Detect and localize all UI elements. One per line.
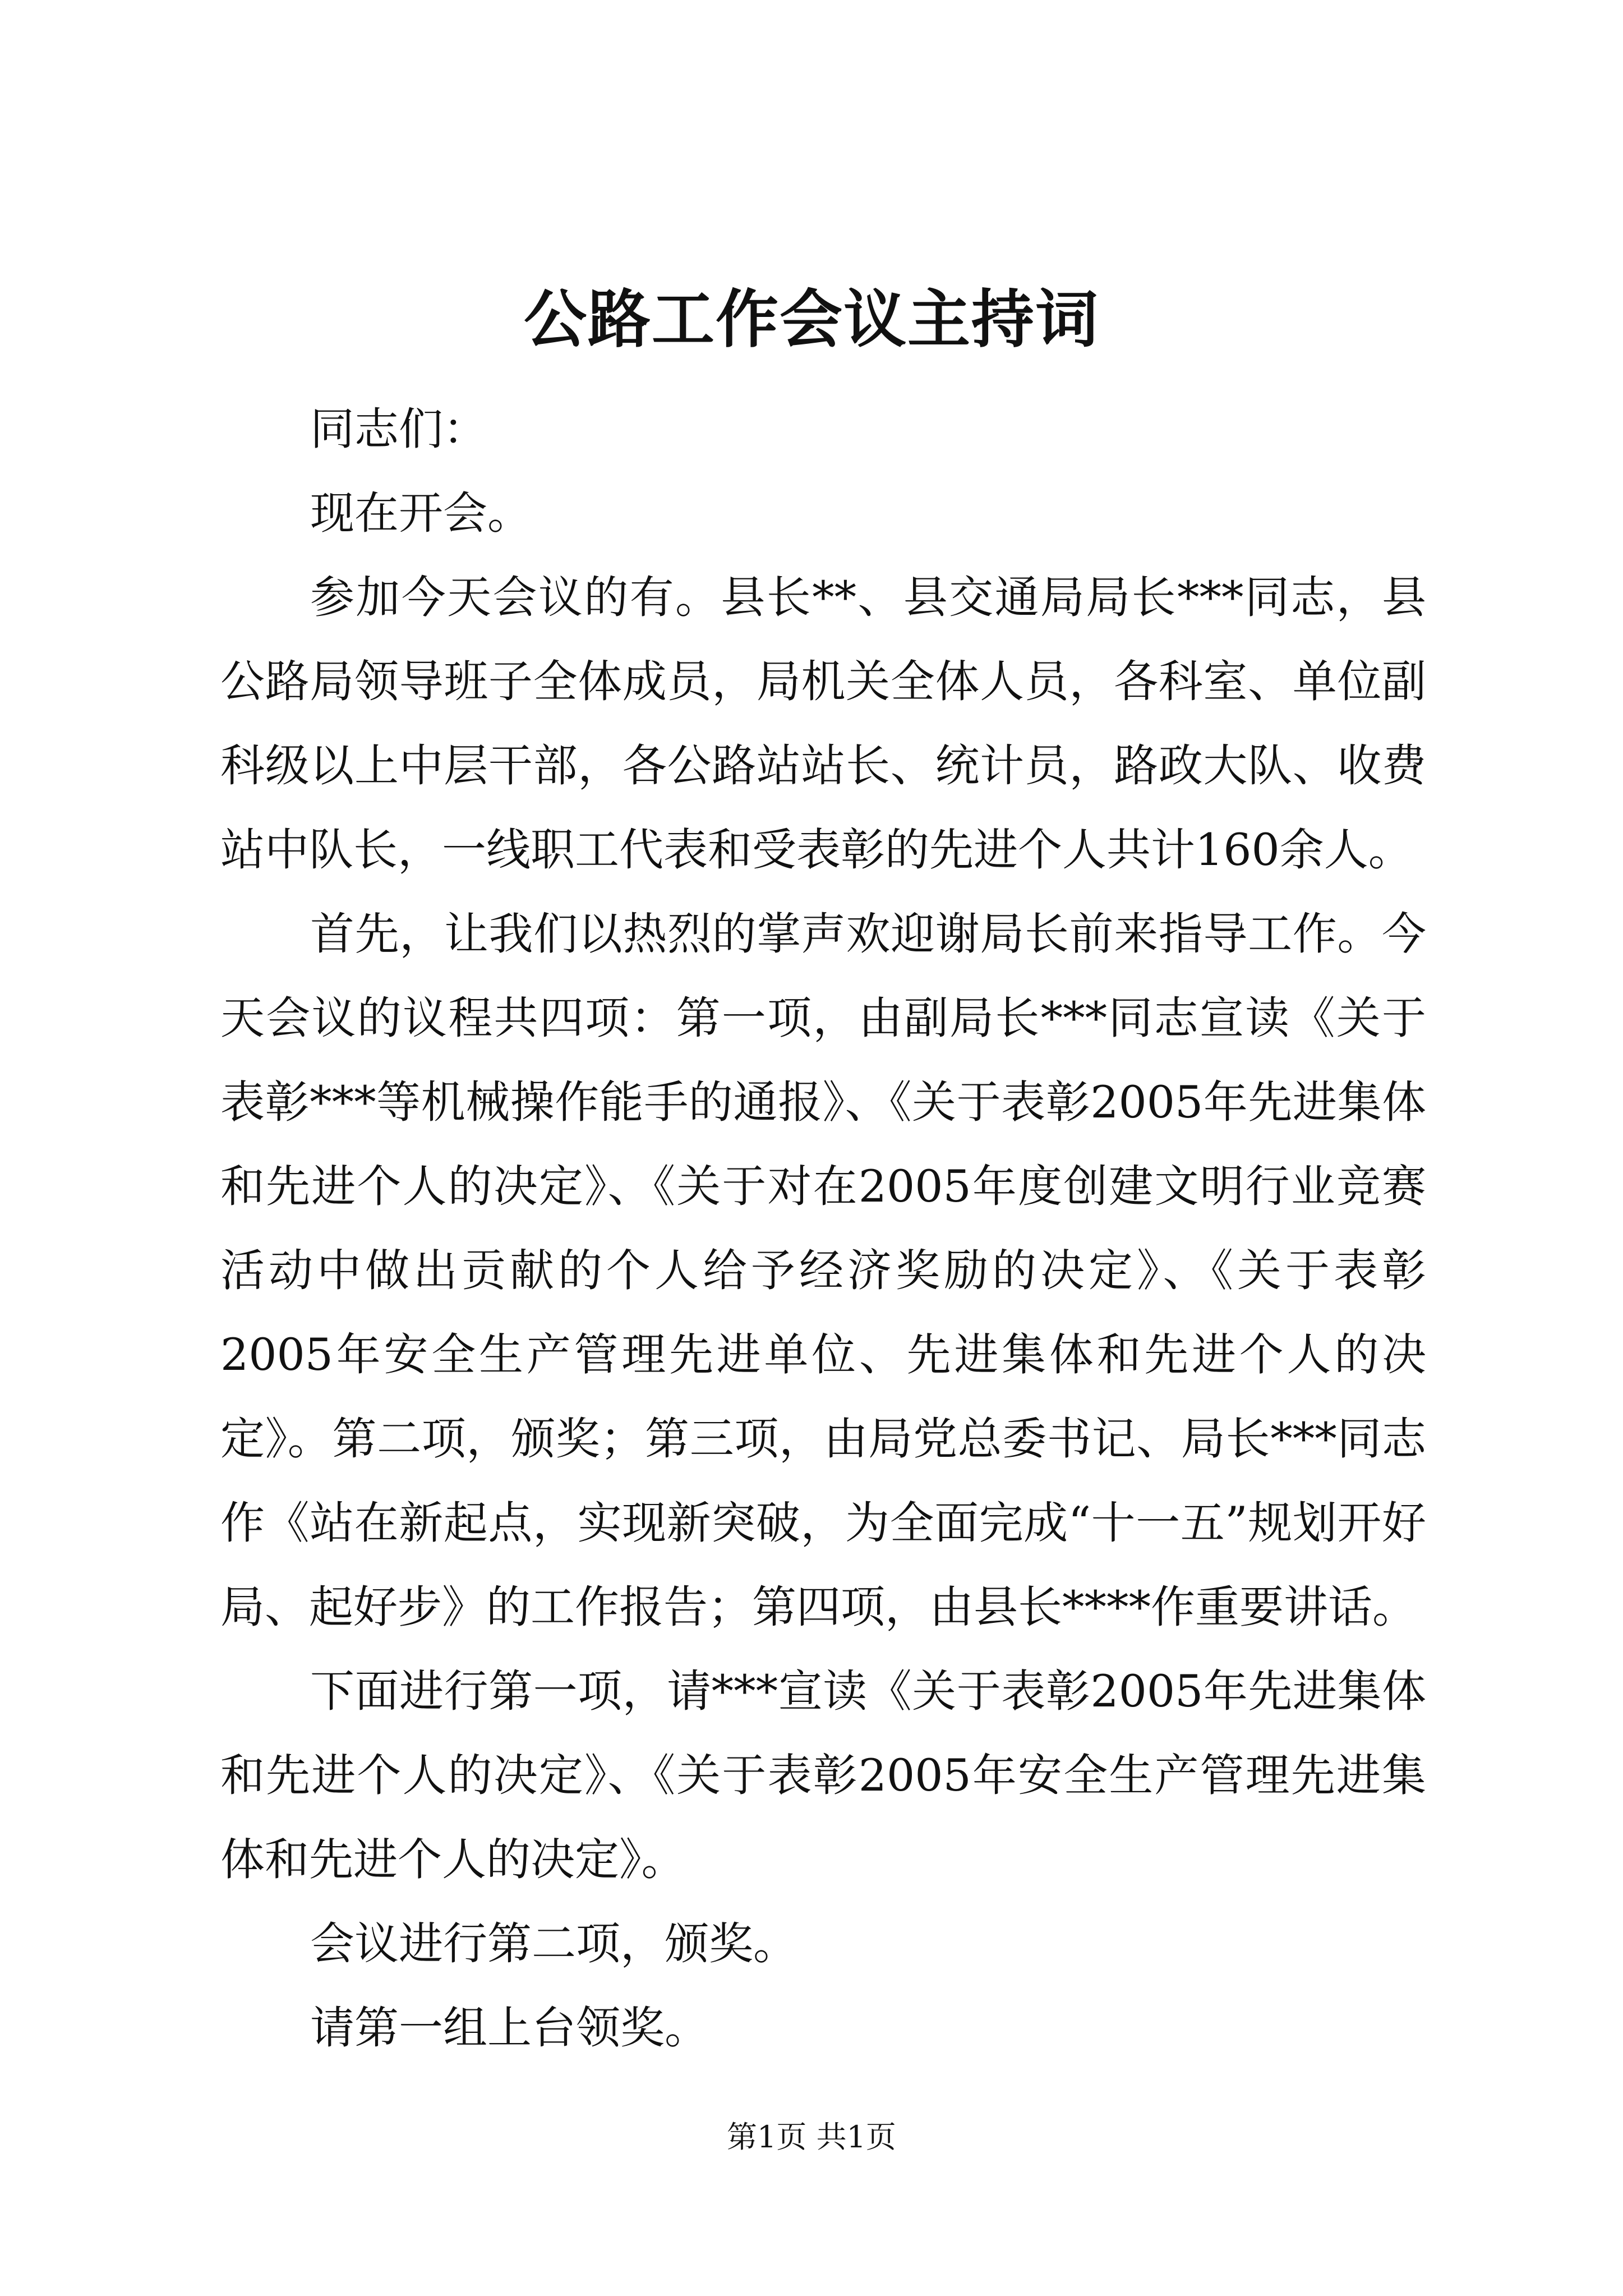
paragraph-greeting: 同志们： — [310, 403, 487, 455]
page-footer: 第1页 共1页 — [727, 2119, 896, 2155]
paragraph-opening: 现在开会。 — [310, 487, 532, 539]
paragraph-second-item: 会议进行第二项，颁奖。 — [310, 1918, 797, 1970]
paragraph-first-item: 下面进行第一项，请***宣读《关于表彰2005年先进集体和先进个人的决定》、《关于表彰2005年安全生产管理先进集体和先进个人的决定》。 — [220, 1665, 1426, 1885]
paragraph-agenda: 首先，让我们以热烈的掌声欢迎谢局长前来指导工作。今天会议的议程共四项：第一项，由副局长***同志宣读《关于表彰***等机械操作能手的通报》、《关于表彰2005年先进集体和先进个人的决定》、《关于对在2005年度创建文明行业竞赛活动中做出贡献的个人给予经济奖励的决定》、《关于表彰2005年安全生产管理先进单位、先进集体和先进个人的决定》。第二项，颁奖；第三项，由局党总委书记、局长***同志作《站在新起点，实现新突破，为全面完成“十一五”规划开好局、起好步》的工作报告；第四项，由县长****作重要讲话。 — [220, 908, 1426, 1633]
document-body — [220, 387, 1426, 2070]
document-title: 公路工作会议主持词 — [524, 283, 1099, 356]
paragraph-award-call: 请第一组上台领奖。 — [310, 2002, 709, 2054]
paragraph-attendees: 参加今天会议的有。县长**、县交通局局长***同志，县公路局领导班子全体成员，局机关全体人员，各科室、单位副科级以上中层干部，各公路站站长、统计员，路政大队、收费站中队长，一线职工代表和受表彰的先进个人共计160余人。 — [220, 572, 1426, 876]
